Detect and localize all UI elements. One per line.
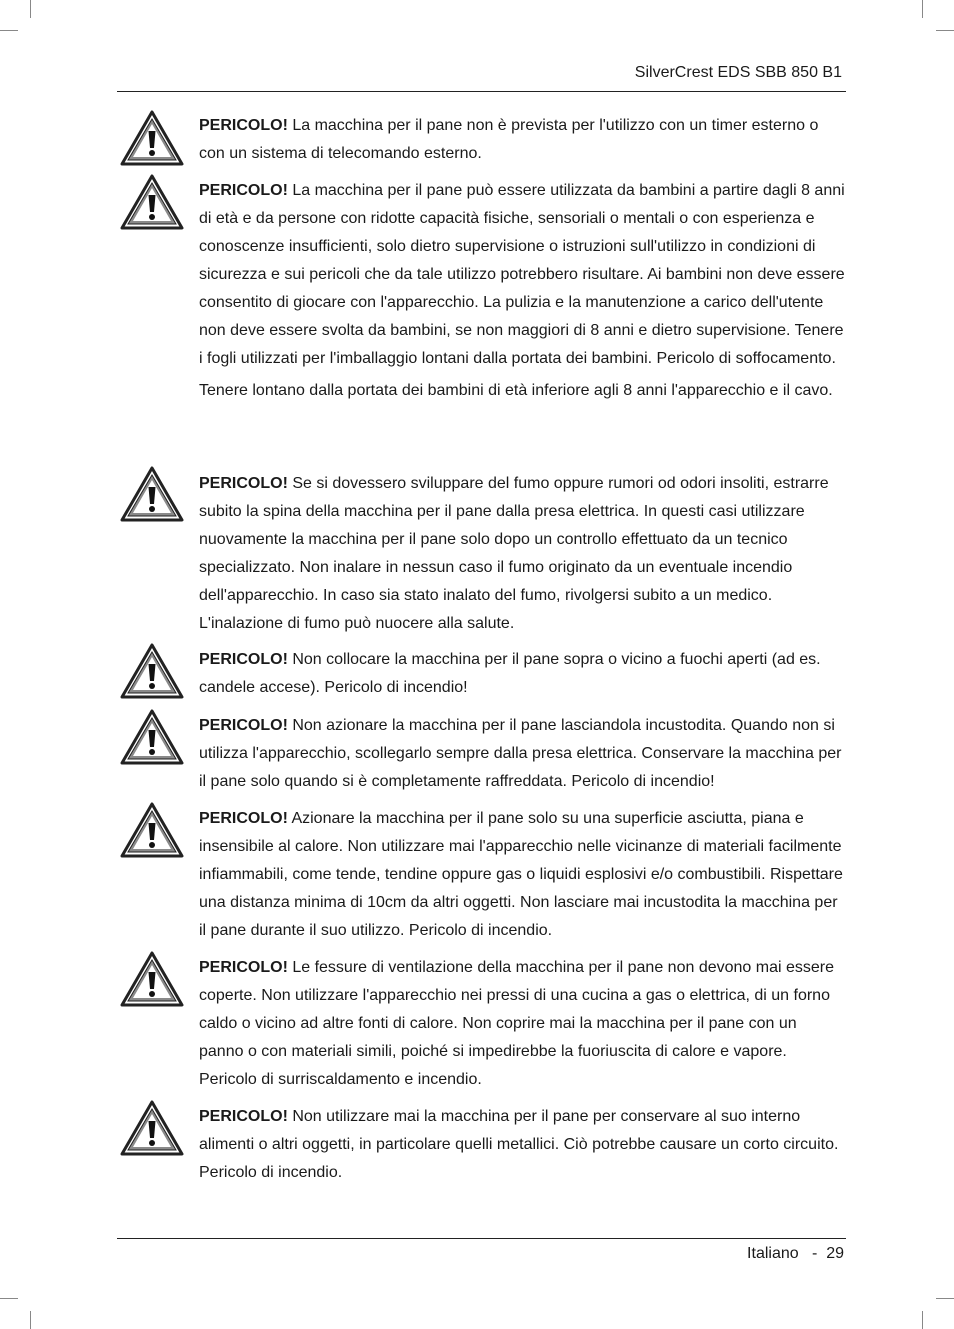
header-rule — [117, 91, 846, 92]
warning-label: PERICOLO! — [199, 475, 288, 492]
footer-language: Italiano — [747, 1245, 799, 1262]
warning-item — [199, 1103, 845, 1187]
warning-label: PERICOLO! — [199, 959, 288, 976]
page-header-title: SilverCrest EDS SBB 850 B1 — [634, 64, 842, 81]
warning-text: Non azionare la macchina per il pane lasciandola incustodita. Quando non si utilizza l'apparecchio, scollegarlo sempre dalla presa elettrica. Conservare la macchina per il pane solo quando si è completamente raffreddata. Pericolo di incendio! — [199, 717, 842, 790]
warning-triangle-icon — [120, 110, 184, 166]
warning-label: PERICOLO! — [199, 117, 288, 134]
warning-text: Non collocare la macchina per il pane sopra o vicino a fuochi aperti (ad es. candele accese). Pericolo di incendio! — [199, 651, 821, 696]
warning-item — [199, 954, 845, 1094]
warning-triangle-icon — [120, 466, 184, 522]
page-number: 29 — [826, 1245, 844, 1262]
crop-mark — [936, 1298, 954, 1299]
warning-triangle-icon — [120, 174, 184, 230]
warning-label: PERICOLO! — [199, 810, 288, 827]
crop-mark — [0, 1298, 18, 1299]
warning-triangle-icon — [120, 709, 184, 765]
warning-text: Le fessure di ventilazione della macchina per il pane non devono mai essere coperte. Non utilizzare l'apparecchio nei pressi di una cucina a gas o elettrica, di un forno caldo o vicino ad altre fonti di calore. Non coprire mai la macchina per il pane con un panno o con materiali simili, poiché si impedirebbe la fuoriuscita di calore e vapore. Pericolo di surriscaldamento e incendio. — [199, 959, 834, 1088]
crop-mark — [30, 0, 31, 18]
warning-item — [199, 112, 845, 168]
warning-label: PERICOLO! — [199, 1108, 288, 1125]
warning-label: PERICOLO! — [199, 717, 288, 734]
crop-mark — [922, 1311, 923, 1329]
warning-text: Non utilizzare mai la macchina per il pane per conservare al suo interno alimenti o altri oggetti, in particolare quelli metallici. Ciò potrebbe causare un corto circuito. Pericolo di incendio. — [199, 1108, 839, 1181]
crop-mark — [30, 1311, 31, 1329]
footer-separator: - — [811, 1245, 818, 1262]
warning-text: La macchina per il pane non è prevista per l'utilizzo con un timer esterno o con un sistema di telecomando esterno. — [199, 117, 819, 162]
warning-item — [199, 177, 845, 405]
page-footer — [747, 1244, 844, 1264]
warning-label: PERICOLO! — [199, 651, 288, 668]
warning-triangle-icon — [120, 643, 184, 699]
warning-item — [199, 712, 845, 796]
crop-mark — [0, 30, 18, 31]
warning-label: PERICOLO! — [199, 182, 288, 199]
warning-item — [199, 470, 845, 638]
footer-rule — [117, 1238, 846, 1239]
warning-text: Se si dovessero sviluppare del fumo oppure rumori od odori insoliti, estrarre subito la spina della macchina per il pane dalla presa elettrica. In questi casi utilizzare nuovamente la macchina per il pane solo dopo un controllo effettuato da un tecnico specializzato. Non inalare in nessun caso il fumo originato da un eventuale incendio dell'apparecchio. In caso sia stato inalato del fumo, rivolgersi subito a un medico. L'inalazione di fumo può nuocere alla salute. — [199, 475, 829, 632]
warning-triangle-icon — [120, 1100, 184, 1156]
warning-triangle-icon — [120, 802, 184, 858]
warning-text: Azionare la macchina per il pane solo su una superficie asciutta, piana e insensibile al calore. Non utilizzare mai l'apparecchio nelle vicinanze di materiali facilmente infiammabili, come tende, tendine oppure gas o liquidi esplosivi e/o combustibili. Rispettare una distanza minima di 10cm da altri oggetti. Non lasciare mai incustodita la macchina per il pane durante il suo utilizzo. Pericolo di incendio. — [199, 810, 843, 939]
warning-extra-text: Tenere lontano dalla portata dei bambini di età inferiore agli 8 anni l'apparecchio e il cavo. — [199, 382, 833, 399]
crop-mark — [936, 30, 954, 31]
warning-triangle-icon — [120, 951, 184, 1007]
warning-text: La macchina per il pane può essere utilizzata da bambini a partire dagli 8 anni di età e da persone con ridotte capacità fisiche, sensoriali o mentali o con esperienza e conoscenze insufficienti, solo dietro supervisione o istruzioni sull'utilizzo in condizioni di sicurezza e sui pericoli che da tale utilizzo potrebbero risultare. Ai bambini non deve essere consentito di giocare con l'apparecchio. La pulizia e la manutenzione a carico dell'utente non deve essere svolta da bambini, se non maggiori di 8 anni e dietro supervisione. Tenere i fogli utilizzati per l'imballaggio lontani dalla portata dei bambini. Pericolo di soffocamento. — [199, 182, 845, 367]
warning-item — [199, 646, 845, 702]
crop-mark — [922, 0, 923, 18]
warning-item — [199, 805, 845, 945]
